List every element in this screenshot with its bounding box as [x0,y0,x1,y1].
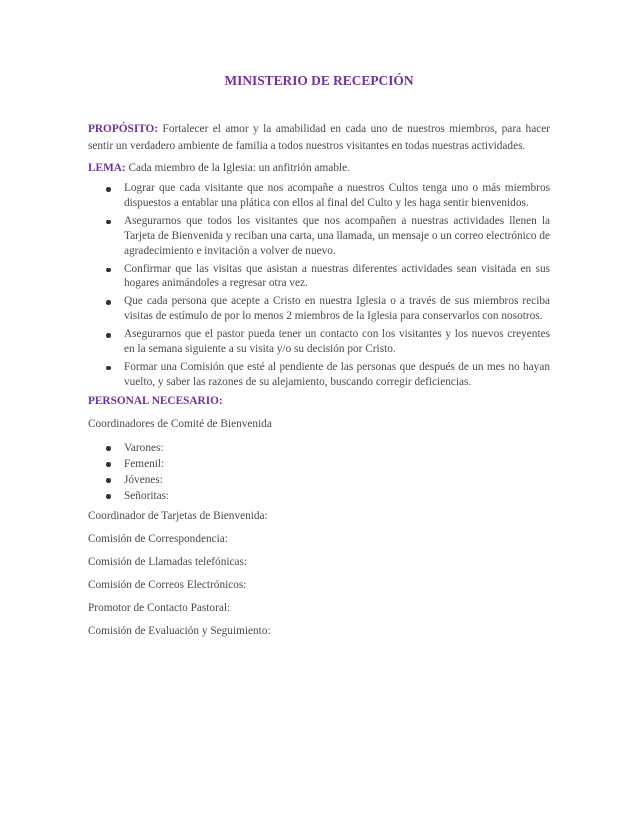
lema-paragraph [88,160,550,177]
objetivos-list [88,181,550,393]
personal-heading: PERSONAL NECESARIO: [88,395,223,407]
list-item: Asegurarnos que todos los visitantes que nos acompañen a nuestras actividades llenen la Tarjeta de Bienvenida y reciban una carta, una llamada, un mensaje o un correo electrónico de agradecimiento e invitación a volver de nuevo. [88,214,550,259]
role-evaluacion: Comisión de Evaluación y Seguimiento: [88,625,271,637]
list-item: Varones: [88,440,550,456]
coordinadores-comite-label: Coordinadores de Comité de Bienvenida [88,418,272,430]
role-correspondencia: Comisión de Correspondencia: [88,533,228,545]
list-item: Femenil: [88,456,550,472]
list-item: Formar una Comisión que esté al pendiente de las personas que después de un mes no hayan vuelto, y saber las razones de su alejamiento, buscando corregir deficiencias. [88,360,550,390]
list-item: Lograr que cada visitante que nos acompañe a nuestros Cultos tenga uno o más miembros dispuestos a entablar una plática con ellos al final del Culto y les haga sentir bienvenidos. [88,181,550,211]
list-item: Señoritas: [88,488,550,504]
list-item: Confirmar que las visitas que asistan a nuestras diferentes actividades sean visitada en sus hogares animándoles a regresar otra vez. [88,262,550,292]
proposito-text: Fortalecer el amor y la amabilidad en cada uno de nuestros miembros, para hacer sentir un verdadero ambiente de familia a todos nuestros visitantes en todas nuestras actividades. [88,123,550,152]
lema-label: LEMA: [88,162,126,174]
role-contacto-pastoral: Promotor de Contacto Pastoral: [88,602,231,614]
list-item: Jóvenes: [88,472,550,488]
page-title: MINISTERIO DE RECEPCIÓN [224,73,414,88]
role-llamadas: Comisión de Llamadas telefónicas: [88,556,248,568]
role-tarjetas: Coordinador de Tarjetas de Bienvenida: [88,510,268,522]
role-correos: Comisión de Correos Electrónicos: [88,579,247,591]
proposito-paragraph [88,121,550,155]
grupos-list [88,440,550,504]
list-item: Que cada persona que acepte a Cristo en nuestra Iglesia o a través de sus miembros reciba visitas de estímulo de por lo menos 2 miembros de la Iglesia para conservarlos con nosotros. [88,294,550,324]
proposito-label: PROPÓSITO: [88,123,159,135]
list-item: Asegurarnos que el pastor pueda tener un contacto con los visitantes y los nuevos creyentes en la semana siguiente a su visita y/o su decisión por Cristo. [88,327,550,357]
lema-text: Cada miembro de la Iglesia: un anfitrión amable. [125,162,350,174]
